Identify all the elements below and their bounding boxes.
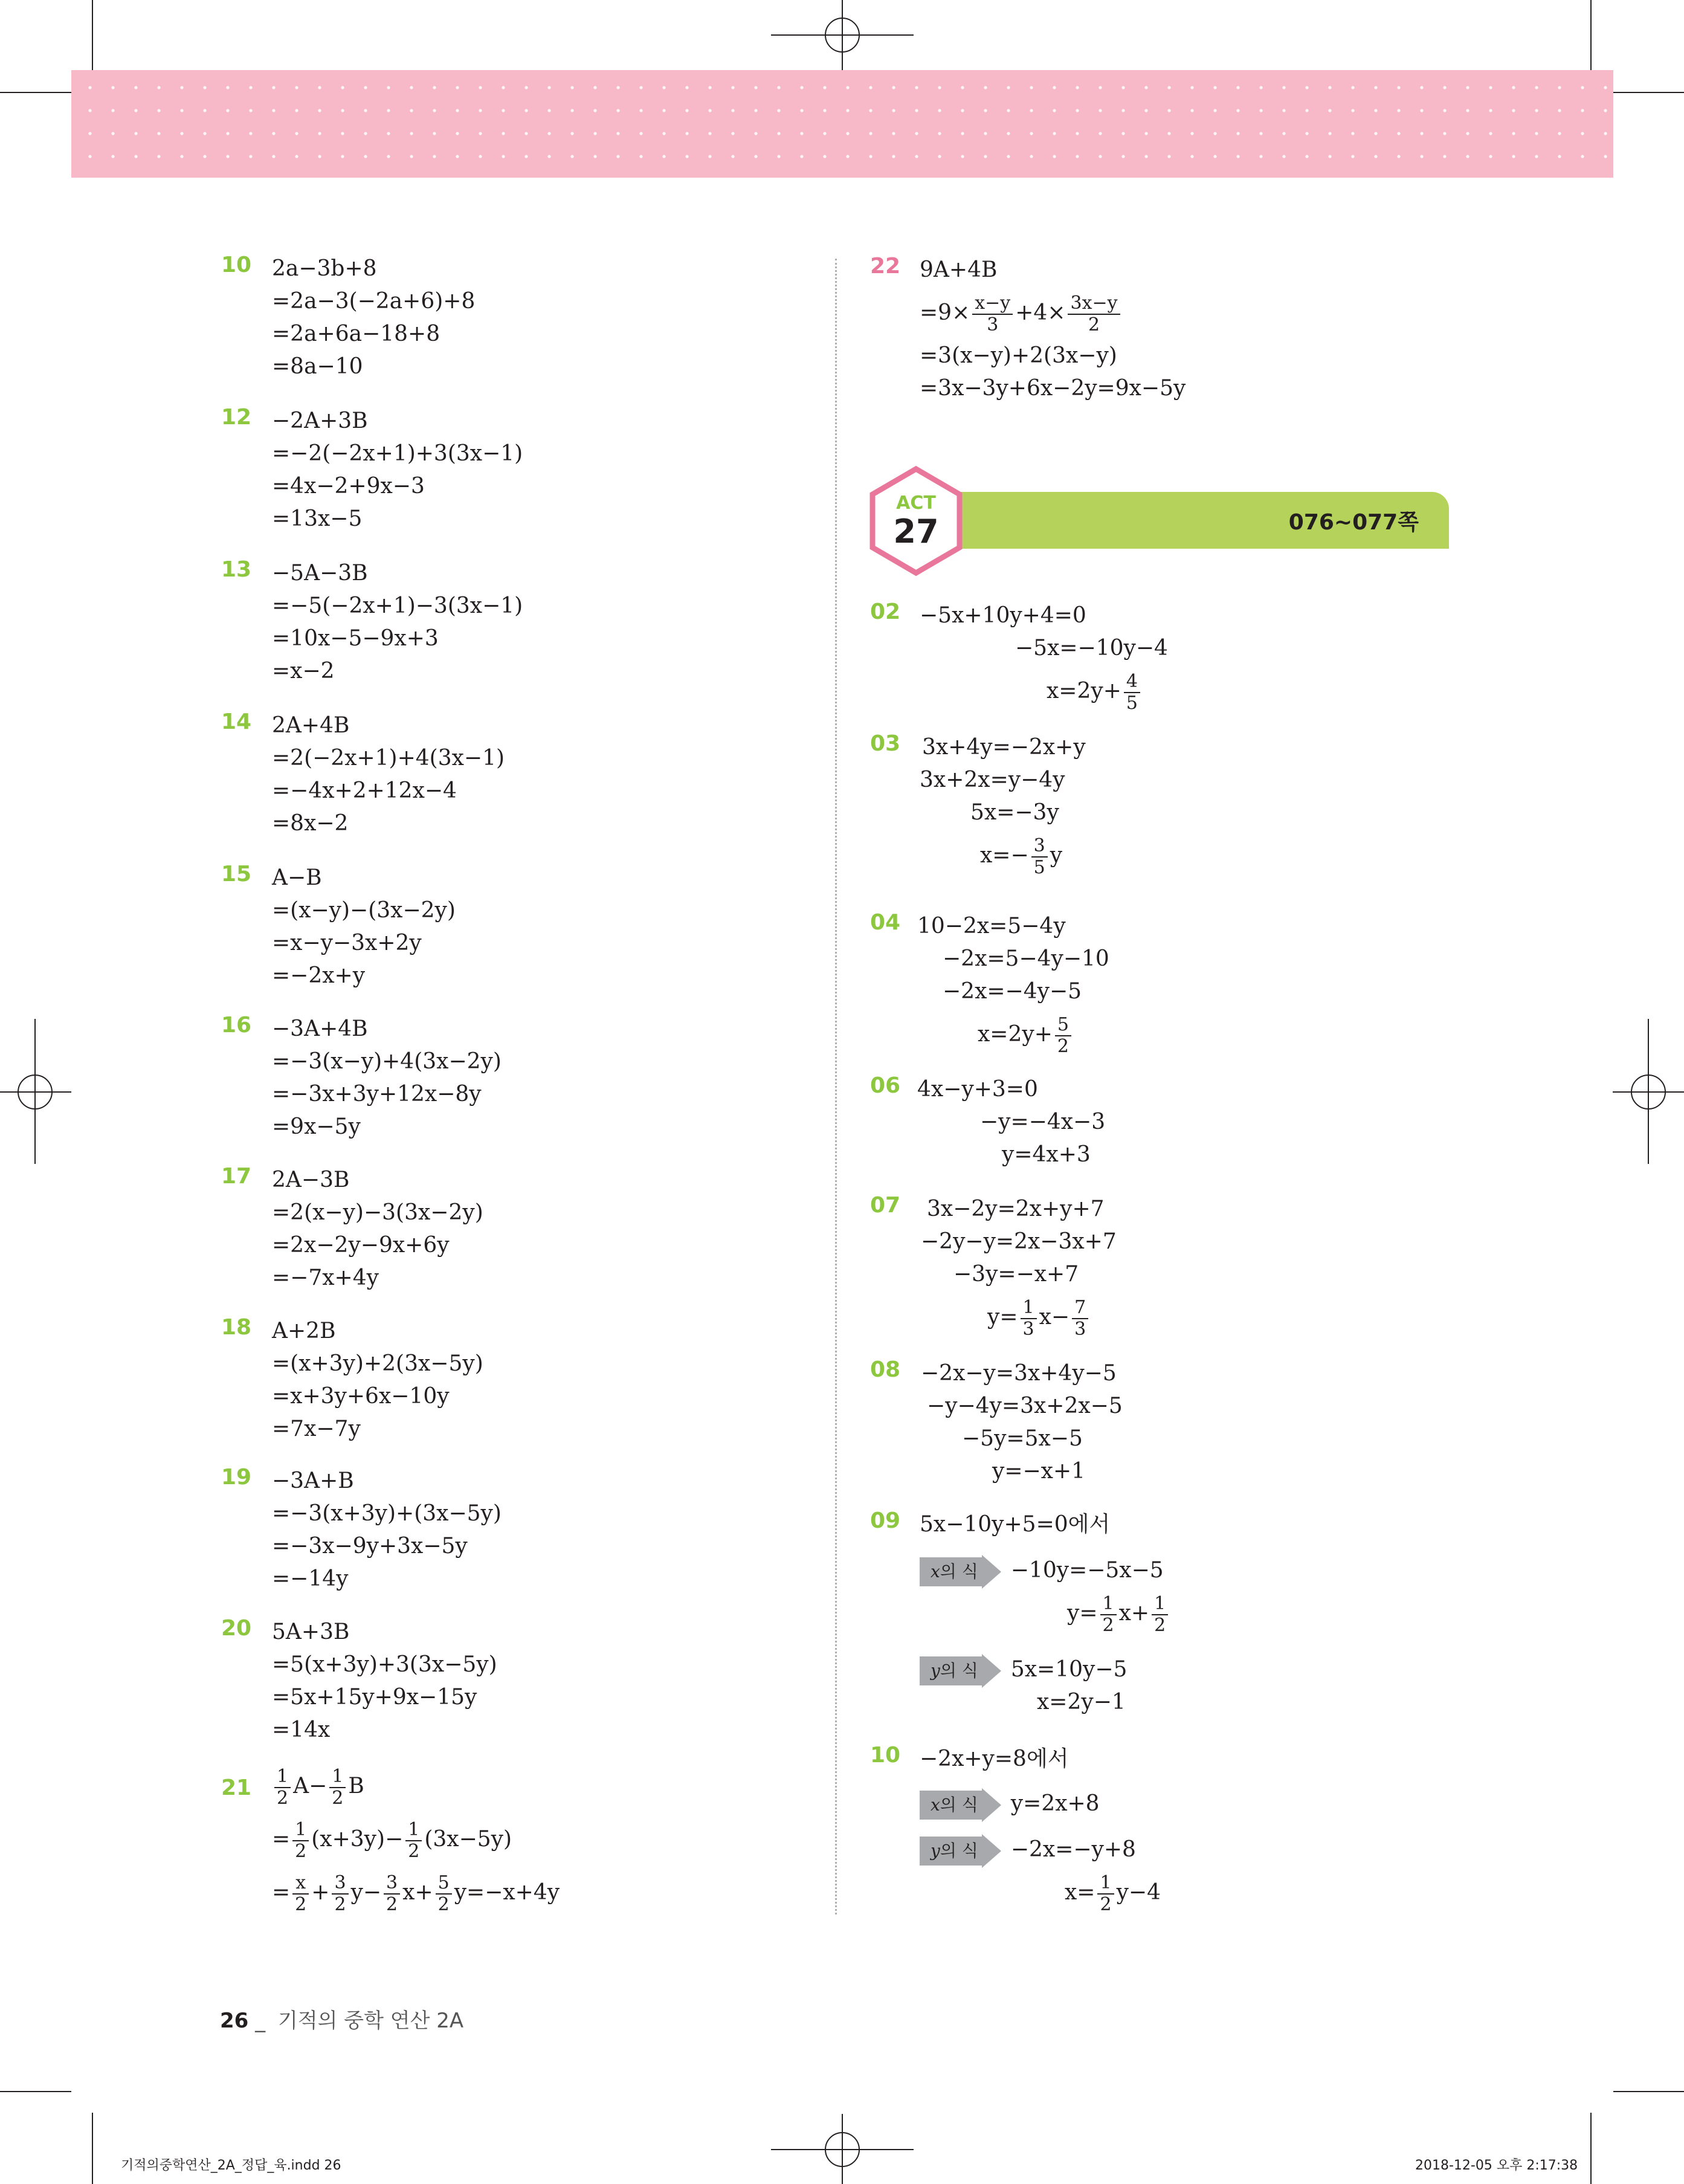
crop-mark: [1590, 2113, 1592, 2184]
page-number: 26: [220, 2009, 249, 2033]
x-form-tag: x의 식: [920, 1557, 982, 1586]
act-page-range: 076~077쪽: [1288, 510, 1419, 535]
equation-line: =14x: [272, 1717, 331, 1742]
equation-line: −2y−y=2x−3x+7: [921, 1229, 1117, 1254]
equation-line: =(x−y)−(3x−2y): [272, 898, 456, 923]
registration-circle: [18, 1074, 53, 1110]
equation-line: 5A+3B: [272, 1620, 350, 1644]
fraction: $\frac{1}{2}$: [292, 1820, 309, 1862]
problem-number: 14: [221, 709, 252, 734]
problem-number: 12: [221, 405, 252, 430]
registration-circle: [1631, 1074, 1666, 1110]
equation-line: =2(x−y)−3(3x−2y): [272, 1200, 483, 1225]
equation-line: x=2y+ $\frac{5}{2}$: [917, 1008, 1109, 1061]
slug-filename: 기적의중학연산_2A_정답_육.indd 26: [121, 2158, 341, 2173]
equation-line: 4x−y+3=0: [917, 1077, 1038, 1102]
slug-date: 2018-12-05 오후 2:17:38: [1415, 2158, 1578, 2173]
equation-line: =−14y: [272, 1566, 349, 1591]
equation-line: x=− $\frac{3}{5}$ y: [980, 835, 1063, 878]
problem-number: 04: [870, 910, 901, 935]
equation-line: =2x−2y−9x+6y: [272, 1233, 450, 1258]
equation-line: =4x−2+9x−3: [272, 474, 425, 499]
problem-number: 20: [221, 1616, 252, 1641]
equation-line: =−3(x−y)+4(3x−2y): [272, 1049, 502, 1074]
equation-line: =−5(−2x+1)−3(3x−1): [272, 593, 523, 618]
equation-line: −2x−y=3x+4y−5: [921, 1361, 1117, 1386]
equation-line: =9x−5y: [272, 1114, 361, 1139]
act-number: 27: [893, 512, 939, 551]
equation-line: 5x−10y+5=0에서: [920, 1512, 1111, 1537]
problem-number: 09: [870, 1508, 901, 1533]
equation-line: x=2y+ $\frac{4}{5}$: [920, 665, 1168, 718]
equation-line: =−3x+3y+12x−8y: [272, 1082, 482, 1107]
equation-line: −2x+y=8에서: [920, 1746, 1069, 1771]
problem-number: 19: [221, 1465, 252, 1490]
problem-number: 15: [221, 862, 252, 887]
x-form-tag: x의 식: [920, 1791, 982, 1820]
crop-mark: [0, 92, 71, 93]
equation-line: 2a−3b+8: [272, 256, 377, 281]
equation-line: 2A+4B: [272, 713, 350, 738]
equation-line: y=−x+1: [992, 1459, 1086, 1484]
equation-line: =3(x−y)+2(3x−y): [920, 343, 1117, 368]
equation-line: 3x+4y=−2x+y: [922, 735, 1086, 760]
crop-mark: [1613, 2091, 1684, 2092]
equation-line: x=2y−1: [1037, 1690, 1126, 1714]
equation-line: $\frac{1}{2}$ A− $\frac{1}{2}$ B: [272, 1760, 560, 1813]
equation-line: =5(x+3y)+3(3x−5y): [272, 1652, 497, 1677]
problem-number: 07: [870, 1193, 901, 1218]
equation-line: = $\frac{x}{2}$ + $\frac{3}{2}$ y− $\frac{3}{2}$ x+ $\frac{5}{2}$ y=−x+4y: [272, 1872, 560, 1915]
equation-line: y=4x+3: [1002, 1142, 1091, 1167]
equation-line: y= $\frac{1}{3}$ x− $\frac{7}{3}$: [921, 1291, 1117, 1344]
equation-line: −2A+3B: [272, 409, 368, 433]
fraction: $\frac{4}{5}$: [1124, 671, 1140, 714]
x-form-line: x의 식 −10y=−5x−5: [920, 1554, 1170, 1587]
equation-line: −3A+4B: [272, 1016, 368, 1041]
fraction: $\frac{1}{2}$: [329, 1766, 346, 1809]
equation-line: −y=−4x−3: [980, 1110, 1106, 1134]
x-form-line: x의 식 y=2x+8: [920, 1788, 1161, 1820]
equation-line: 5x=−3y: [970, 800, 1059, 825]
fraction: $\frac{3}{5}$: [1031, 836, 1048, 878]
act-header-bar: [961, 492, 1449, 549]
act-hexagon-icon: [868, 465, 964, 577]
fraction: $\frac{7}{3}$: [1072, 1297, 1088, 1340]
equation-line: −5A−3B: [272, 561, 368, 586]
equation-line: =9× $\frac{x-y}{3}$ +4× $\frac{3x-y}{2}$: [920, 286, 1186, 340]
equation-line: 3x−2y=2x+y+7: [927, 1197, 1105, 1221]
fraction: $\frac{3}{2}$: [332, 1873, 348, 1915]
problem-number: 02: [870, 599, 901, 624]
crop-mark: [92, 0, 93, 70]
fraction: $\frac{x-y}{3}$: [972, 293, 1013, 335]
equation-line: =−4x+2+12x−4: [272, 778, 457, 803]
equation-line: A+2B: [272, 1319, 336, 1343]
equation-line: −5x=−10y−4: [1015, 636, 1168, 661]
equation-line: 9A+4B: [920, 257, 998, 282]
fraction: $\frac{1}{2}$: [405, 1820, 422, 1862]
crop-mark: [1590, 0, 1592, 70]
problem-number: 16: [221, 1013, 252, 1038]
equation-line: =2a−3(−2a+6)+8: [272, 289, 476, 314]
problem-number: 10: [870, 1743, 901, 1768]
y-form-line: y의 식 5x=10y−5: [920, 1653, 1170, 1686]
fraction: $\frac{5}{2}$: [436, 1873, 452, 1915]
equation-line: =−2(−2x+1)+3(3x−1): [272, 441, 523, 466]
fraction: $\frac{1}{2}$: [1152, 1594, 1168, 1636]
equation-line: =8a−10: [272, 354, 363, 379]
problem-number: 10: [221, 253, 252, 277]
y-form-tag: y의 식: [920, 1837, 982, 1866]
header-banner: [71, 70, 1613, 178]
y-form-line: y의 식 −2x=−y+8: [920, 1833, 1161, 1866]
equation-line: =13x−5: [272, 506, 363, 531]
equation-line: =7x−7y: [272, 1417, 361, 1441]
equation-line: −3y=−x+7: [953, 1262, 1079, 1287]
book-title: 기적의 중학 연산 2A: [277, 2009, 464, 2033]
equation-line: −y−4y=3x+2x−5: [927, 1394, 1123, 1418]
fraction: $\frac{5}{2}$: [1055, 1015, 1071, 1057]
equation-line: =−3x−9y+3x−5y: [272, 1534, 468, 1559]
equation-line: x= $\frac{1}{2}$ y−4: [1065, 1872, 1161, 1915]
equation-line: −5y=5x−5: [962, 1426, 1083, 1451]
equation-line: =x−2: [272, 659, 335, 683]
registration-circle: [825, 18, 860, 53]
equation-line: −3A+B: [272, 1468, 354, 1493]
column-divider: [835, 259, 837, 1914]
crop-mark: [1613, 92, 1684, 93]
registration-circle: [825, 2132, 860, 2167]
equation-line: =x+3y+6x−10y: [272, 1384, 450, 1409]
equation-line: =2(−2x+1)+4(3x−1): [272, 746, 505, 771]
equation-line: −5x+10y+4=0: [920, 603, 1086, 628]
fraction: $\frac{1}{2}$: [1097, 1873, 1114, 1915]
page-footer: [220, 2004, 463, 2034]
equation-line: =(x+3y)+2(3x−5y): [272, 1351, 483, 1376]
problem-number: 17: [221, 1164, 252, 1189]
problem-number: 06: [870, 1073, 901, 1098]
equation-line: = $\frac{1}{2}$ (x+3y)− $\frac{1}{2}$ (3x−5y): [272, 1819, 512, 1862]
fraction: $\frac{3x-y}{2}$: [1068, 293, 1120, 335]
equation-line: =−3(x+3y)+(3x−5y): [272, 1501, 502, 1526]
equation-line: =−7x+4y: [272, 1265, 379, 1290]
equation-line: =−2x+y: [272, 963, 366, 988]
footer-separator: _: [255, 2009, 266, 2033]
crop-mark: [0, 2091, 71, 2092]
y-form-tag: y의 식: [920, 1656, 982, 1685]
fraction: $\frac{x}{2}$: [292, 1873, 309, 1915]
equation-line: 10−2x=5−4y: [917, 914, 1066, 939]
equation-line: −2x=−4y−5: [943, 979, 1082, 1004]
equation-line: =x−y−3x+2y: [272, 931, 422, 955]
problem-number: 13: [221, 557, 252, 582]
equation-line: =2a+6a−18+8: [272, 321, 440, 346]
fraction: $\frac{1}{3}$: [1021, 1297, 1037, 1340]
equation-line: 3x+2x=y−4y: [920, 767, 1065, 792]
equation-line: 2A−3B: [272, 1168, 350, 1192]
fraction: $\frac{1}{2}$: [1100, 1594, 1117, 1636]
fraction: $\frac{3}{2}$: [384, 1873, 400, 1915]
crop-mark: [92, 2113, 93, 2184]
equation-line: A−B: [272, 865, 322, 890]
problem-number: 21: [221, 1775, 252, 1800]
equation-line: =3x−3y+6x−2y=9x−5y: [920, 376, 1186, 401]
fraction: $\frac{1}{2}$: [274, 1766, 291, 1809]
equation-line: =5x+15y+9x−15y: [272, 1685, 477, 1710]
equation-line: =8x−2: [272, 811, 349, 836]
equation-line: y= $\frac{1}{2}$ x+ $\frac{1}{2}$: [920, 1587, 1170, 1640]
equation-line: −2x=5−4y−10: [943, 946, 1109, 971]
problem-number: 18: [221, 1315, 252, 1340]
equation-line: =10x−5−9x+3: [272, 626, 439, 651]
problem-number: 03: [870, 731, 901, 756]
problem-number: 08: [870, 1357, 901, 1382]
problem-number: 22: [870, 254, 901, 279]
act-label: ACT: [896, 493, 936, 514]
